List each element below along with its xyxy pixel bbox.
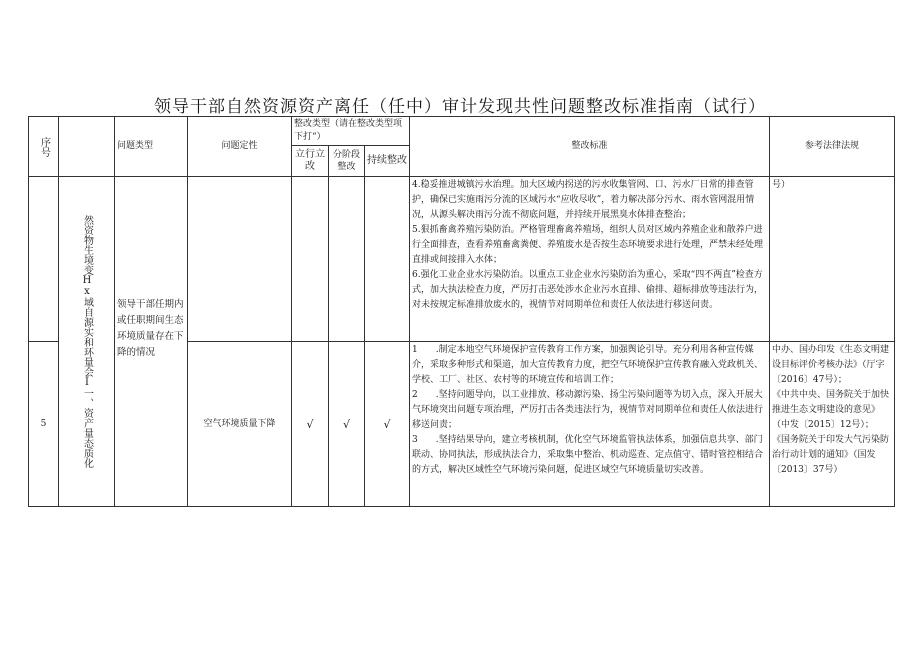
category-cell xyxy=(59,177,115,507)
standard-item: 4.稳妥推进城镇污水治理。加大区域内拐送的污水收集管网、口、污水厂日常的排查管护，确保已实施雨污分流的区域污水“应收尽收”，着力解决部分污水、雨水管网混用情况，从源头解决雨污分流不彻底问题，并持续开展黑臭水体排查整治； xyxy=(412,180,755,220)
law-item: 中办、国办印发《生态文明建设目标评价考核办法》（厅字〔2016〕47号）； xyxy=(772,345,890,385)
row-law xyxy=(770,177,895,342)
row-problem-nature xyxy=(188,177,292,342)
standard-item: 2 .坚持问题导向，以工业排放、移动源污染、扬尘污染问题等为切入点，深入开展大气环境突出问题专项治理，严厉打击各类违法行为，视情节对同期单位和责任人依法进行移送问责； xyxy=(412,390,764,430)
header-immediate: 立行立改 xyxy=(292,146,329,177)
row-problem-nature: 空气环境质量下降 xyxy=(188,342,292,507)
rectification-table xyxy=(28,116,895,507)
header-law: 参考法律法规 xyxy=(770,117,895,177)
header-staged: 分阶段整改 xyxy=(329,146,365,177)
row-staged: √ xyxy=(329,342,365,507)
row-staged xyxy=(329,177,365,342)
problem-type-cell: 领导干部任期内或任职期间生态环境质量存在下降的情况 xyxy=(115,177,188,507)
standard-item: 1 .制定本地空气环境保护宣传教育工作方案，加强舆论引导。充分利用各种宣传媒介，采取多种形式和渠道，加大宣传教育力度，把空气环境保护宣传教育融入党政机关、学校、工厂、社区、农村等的环境宣传和培训工作； xyxy=(412,345,764,385)
row-immediate xyxy=(292,177,329,342)
header-continuous: 持续整改 xyxy=(365,146,410,177)
row-seq xyxy=(29,177,59,342)
row-seq: 5 xyxy=(29,342,59,507)
table-header-row xyxy=(29,117,895,146)
row-law xyxy=(770,342,895,507)
standard-item: 6.强化工业企业水污染防治。以重点工业企业水污染防治为重心，采取“四不两直”检查方式，加大执法检查力度，严厉打击恶处涉水企业污水直排、偷排、超标排放等违法行为，对未按规定标准排放废水的，视情节对同期单位和责任人依法进行移送问责。 xyxy=(412,270,764,310)
document-title: 领导干部自然资源资产离任（任中）审计发现共性问题整改标准指南（试行） xyxy=(154,97,766,117)
header-standard: 整改标准 xyxy=(410,117,770,177)
law-item: 《中共中央、国务院关于加快推进生态文明建设的意见》（中发〔2015〕12号）； xyxy=(772,390,890,430)
law-item: 《国务院关于印发大气污染防治行动计划的通知》（国发〔2013〕37号） xyxy=(772,435,890,475)
row-continuous xyxy=(365,177,410,342)
header-rectify-type: 整改类型（请在整改类型项下打“） xyxy=(292,117,410,146)
row-standard xyxy=(410,177,770,342)
standard-item: 3 .坚持结果导向，建立考核机制，优化空气环境监管执法体系，加强信息共享、部门联动、协同执法，形成执法合力，采取集中整治、机动巡查、定点值守、错时管控相结合的方式，解决区域性空气环境污染问题，促进区域空气环境质量切实改善。 xyxy=(412,435,764,475)
law-item: 号） xyxy=(772,180,791,190)
table-row xyxy=(29,177,895,342)
row-immediate: √ xyxy=(292,342,329,507)
header-problem-type: 问题类型 xyxy=(115,117,188,177)
header-seq: 序号 xyxy=(29,117,59,177)
header-problem-nature: 问题定性 xyxy=(188,117,292,177)
category-label: 然资物生境变Hx域自源实和环量会I一、资产量态质化 xyxy=(81,215,93,468)
row-standard xyxy=(410,342,770,507)
header-category xyxy=(59,117,115,177)
row-continuous: √ xyxy=(365,342,410,507)
standard-item: 5.狠抓畜禽养殖污染防治。严格管理畜禽养殖场，组织人员对区域内养殖企业和散养户进行全面排查，查看养殖畜禽粪便、养殖废水是否按生态环境要求进行处理，严禁未经处理直排或间接排入水体； xyxy=(412,225,764,265)
